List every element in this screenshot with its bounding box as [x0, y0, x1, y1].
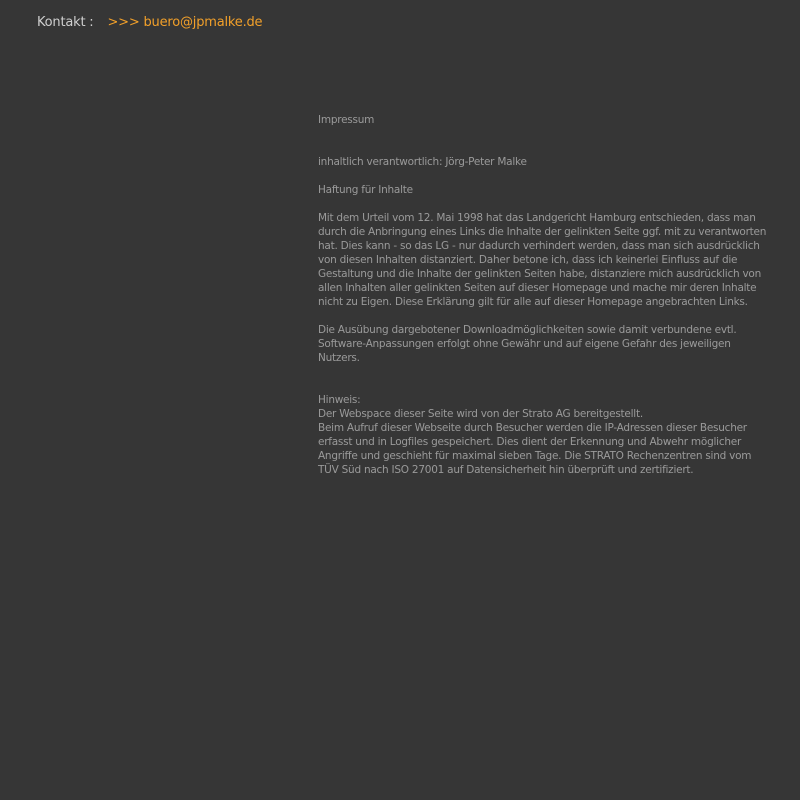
note-heading: Hinweis: — [318, 394, 361, 406]
note-privacy: Beim Aufruf dieser Webseite durch Besucher werden die IP-Adressen dieser Besucher erfasst und in Logfiles gespeichert. Dies dient der Erkennung und Abwehr möglicher Angriffe und geschieht für maximal sieben Tage. Die STRATO Rechenzentren sind vom TÜV Süd nach ISO 27001 auf Datensicherheit hin überprüft und zertifiziert. — [318, 422, 752, 476]
contact-bar — [37, 13, 262, 31]
email-link[interactable]: >>> buero@jpmalke.de — [107, 14, 263, 30]
contact-label: Kontakt : — [37, 14, 94, 30]
liability-text: Mit dem Urteil vom 12. Mai 1998 hat das Landgericht Hamburg entschieden, dass man durch die Anbringung eines Links die Inhalte der gelinkten Seite ggf. mit zu verantworten hat. Dies kann - so das LG - nur dadurch verhindert werden, dass man sich ausdrücklich von diesen Inhalten distanziert. Daher betone ich, dass ich keinerlei Einfluss auf die Gestaltung und die Inhalte der gelinkten Seiten habe, distanziere mich ausdrücklich von allen Inhalten aller gelinkten Seiten auf dieser Homepage und mache mir deren Inhalte nicht zu Eigen. Diese Erklärung gilt für alle auf dieser Homepage angebrachten Links. — [318, 212, 767, 308]
download-notice: Die Ausübung dargebotener Downloadmöglichkeiten sowie damit verbundene evtl. Software-Anpassungen erfolgt ohne Gewähr und auf eigene Gefahr des jeweiligen Nutzers. — [318, 324, 737, 364]
impressum-content — [318, 113, 773, 477]
page-title: Impressum — [318, 114, 375, 126]
note-hosting: Der Webspace dieser Seite wird von der Strato AG bereitgestellt. — [318, 408, 643, 420]
liability-heading: Haftung für Inhalte — [318, 184, 413, 196]
responsible-person: inhaltlich verantwortlich: Jörg-Peter Malke — [318, 156, 527, 168]
